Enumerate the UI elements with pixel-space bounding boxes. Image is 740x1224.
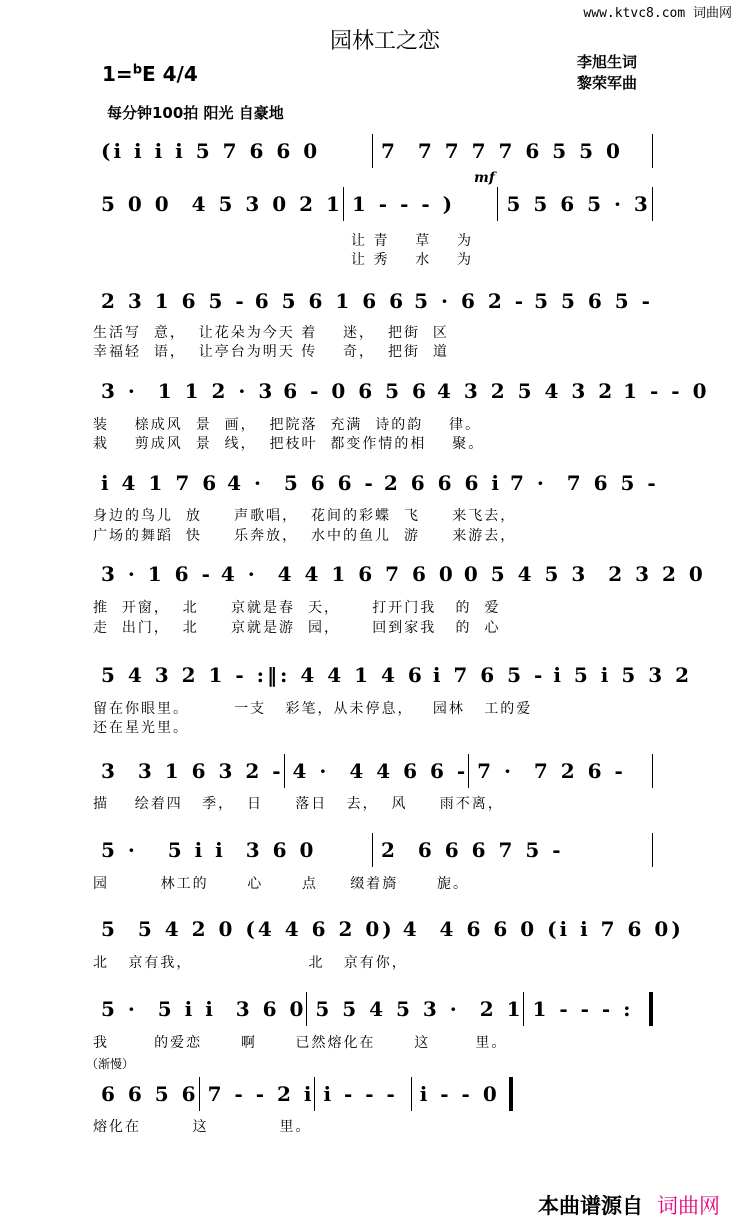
measure: 1 - - - ) [351,192,456,216]
measure: 4 3 2 5 4 3 2 [436,379,616,403]
measure: 0 5 4 5 3 2 3 2 0 [463,562,706,586]
measure: i - - 0 [419,1082,500,1106]
measure: i 4 1 7 6 [101,471,220,495]
measure: 1 - - - : [532,997,634,1021]
bar-line [509,1077,513,1111]
measure: 2 6 6 6 i [383,471,502,495]
measure: 5 · 5 i i 3 6 0 [101,838,317,862]
measure: 7 7 7 7 7 6 5 5 0 [381,139,623,163]
measure: 5 5 6 5 · 3 [506,192,651,216]
lyric-line: 幸福轻 语， 让亭台为明天 传 奇， 把街 道 [93,344,449,360]
measure: 4 · 4 4 6 6 - [292,759,469,783]
lyric-line: 走 出门， 北 京就是游 园， 回到家我 的 心 [93,620,501,636]
bar-line [652,754,653,788]
notation-line [93,994,653,1024]
lyric-line: 广场的舞蹈 快 乐奔放， 水中的鱼儿 游 来游去， [93,528,517,544]
tempo-marking: 每分钟100拍 阳光 自豪地 [107,104,284,122]
lyric-line: 描 绘着四 季， 日 落日 去， 风 雨不离， [93,796,504,812]
notation-line [93,559,706,589]
notation-line [93,835,653,865]
measure: 5 0 0 4 5 3 0 2 1 [101,192,343,216]
measure: 5 5 4 2 0 (4 4 6 2 0) [101,917,395,941]
lyric-line: 我 的爱恋 啊 已然熔化在 这 里。 [93,1035,508,1051]
notation-line [93,189,653,219]
measure: 1 - - 0 [623,379,710,403]
lyric-line: 栽 剪成风 景 线， 把枝叶 都变作情的相 聚。 [93,436,485,452]
measure: 7 · 7 6 5 - [509,471,659,495]
measure: 7 - - 2 i [207,1082,315,1106]
lyric-line: 身边的鸟儿 放 声歌唱， 花间的彩蝶 飞 来飞去， [93,508,517,524]
measure: 4 · 4 4 1 6 7 6 0 [220,562,456,586]
site-watermark: www.ktvc8.com 词曲网 [583,6,732,21]
lyric-line: 推 开窗， 北 京就是春 天， 打开门我 的 爱 [93,600,501,616]
bar-line [652,134,653,168]
measure: i 7 6 5 - [432,663,546,687]
notation-line [93,468,659,498]
composer: 黎荣军曲 [577,74,638,92]
bar-line [652,187,653,221]
lyric-line: 让 青 草 为 [93,233,474,249]
notation-line [93,136,653,166]
measure: 6 - 0 6 5 6 [283,379,429,403]
measure: 4 4 6 6 0 (i i 7 6 0) [402,917,684,941]
source-footer: 本曲谱源自 词曲网 [538,1194,720,1218]
song-title: 园林工之恋 [329,29,440,54]
measure: (i i i i 5 7 6 6 0 [101,139,321,163]
measure: i - - - [323,1082,398,1106]
lyric-line: 还在星光里。 [93,720,189,736]
measure: 5 · 6 2 - [414,289,527,313]
measure: i 5 i 5 3 2 [553,663,693,687]
lyric-line: 生活写 意， 让花朵为今天 着 迷， 把街 区 [93,325,449,341]
notation-line [93,376,710,406]
key-signature: 1=$^b$E 4/4 [102,62,198,86]
measure: 5 · 5 i i 3 6 0 [101,997,307,1021]
measure: 3 · 1 1 2 · 3 [101,379,276,403]
lyric-line: 留在你眼里。 一支 彩笔，从未停息， 园林 工的爱 [93,701,533,717]
measure: 2 3 1 6 5 - [101,289,247,313]
measure: 3 3 1 6 3 2 - [101,759,284,783]
measure: 6 5 6 1 6 6 [254,289,407,313]
credits [577,52,637,94]
notation-line [93,756,653,786]
bar-line [652,833,653,867]
notation-line [93,1079,513,1109]
measure: 2 6 6 6 7 5 - [381,838,564,862]
bar-line [649,992,653,1026]
measure: 5 5 4 5 3 · 2 1 [315,997,524,1021]
measure: 3 · 1 6 - [101,562,213,586]
measure: 6 6 5 6 [101,1082,199,1106]
lyric-line: 熔化在 这 里。 [93,1119,312,1135]
lyric-line: 园 林工的 心 点 缀着旖 旎。 [93,876,469,892]
lyricist: 李旭生词 [577,53,638,71]
measure: 4 · 5 6 6 - [227,471,376,495]
notation-line [93,660,693,690]
lyric-line: 北 京有我， 北 京有你， [93,955,408,971]
ritardando-mark: （渐慢） [86,1057,135,1071]
brand: 词曲网 [657,1194,720,1218]
measure: 5 4 3 2 1 - :‖: 4 4 1 4 6 [101,663,425,687]
lyric-line: 装 榇成风 景 画， 把院落 充满 诗的韵 律。 [93,417,482,433]
notation-line [93,914,684,944]
measure: 7 · 7 2 6 - [477,759,626,783]
lyric-line: 让 秀 水 为 [93,252,474,268]
dynamic-mark: mf [474,170,495,186]
measure: 5 5 6 5 - [534,289,653,313]
notation-line [93,286,653,316]
